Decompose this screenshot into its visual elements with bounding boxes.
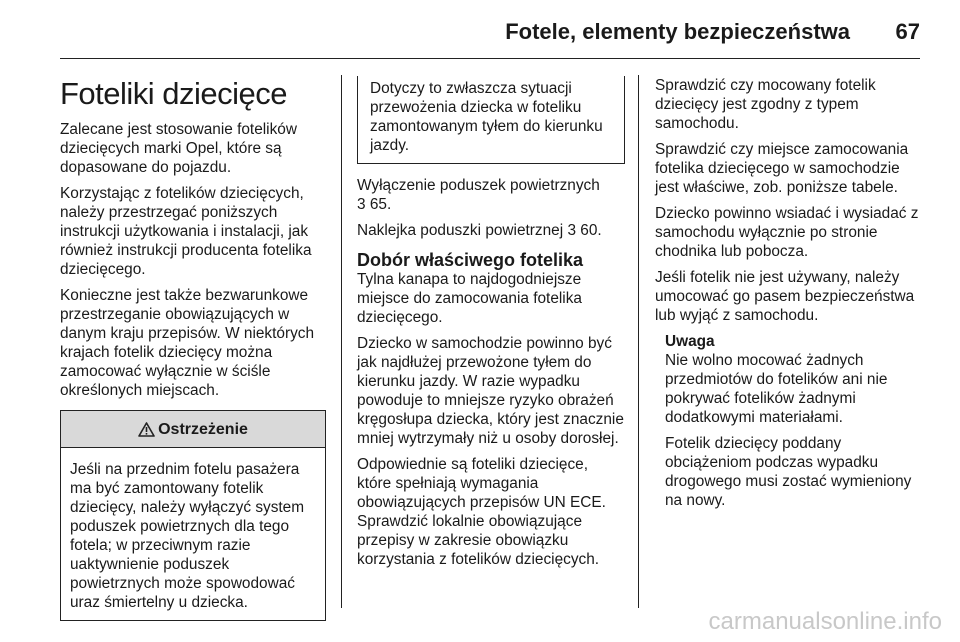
- subsection-heading: Dobór właściwego fotelika: [357, 250, 584, 270]
- note-title: Uwaga: [665, 333, 715, 350]
- page-reference-arrow-icon: 3: [357, 196, 366, 213]
- paragraph: Dziecko powinno wsiadać i wysiadać z samochodu wyłącznie po stronie chodnika lub pobocza.: [655, 205, 919, 260]
- column-divider-1: [341, 75, 342, 608]
- page-number: 67: [895, 19, 920, 44]
- paragraph: Sprawdzić czy miejsce zamocowania fotelika dziecięcego w samochodzie jest właściwe, zob. poniższe tabele.: [655, 141, 909, 196]
- warning-box: [60, 410, 326, 621]
- note-block: [655, 332, 923, 510]
- column-2: [357, 76, 625, 576]
- paragraph: Korzystając z fotelików dziecięcych, należy przestrzegać poniższych instrukcji użytkowania i instalacji, jak również instrukcji producenta fotelika dziecięcego.: [60, 185, 312, 278]
- column-1: [60, 76, 326, 621]
- warning-title: Ostrzeżenie: [158, 420, 248, 438]
- continued-note-box: [357, 76, 625, 164]
- note-paragraph: Fotelik dziecięcy poddany obciążeniom podczas wypadku drogowego musi zostać wymieniony na nowy.: [665, 435, 912, 509]
- paragraph: Konieczne jest także bezwarunkowe przestrzeganie obowiązujących w danym kraju przepisów. W niektórych krajach fotelik dziecięcy można zamocować wyłącznie w ściśle określonych miejscach.: [60, 287, 315, 399]
- watermark: carmanualsonline.info: [708, 608, 942, 635]
- warning-triangle-icon: [138, 422, 155, 437]
- column-3: [655, 76, 923, 517]
- paragraph: Odpowiednie są foteliki dziecięce, które spełniają wymagania obowiązujących przepisów UN ECE. Sprawdzić lokalnie obowiązujące przepisy w zakresie obowiązku korzystania z fotelików dziecięcych.: [357, 456, 606, 568]
- column-divider-2: [638, 75, 639, 608]
- warning-header: [61, 410, 325, 448]
- paragraph: Jeśli fotelik nie jest używany, należy umocować go pasem bezpieczeństwa lub wyjąć z samochodu.: [655, 269, 915, 324]
- paragraph: Dziecko w samochodzie powinno być jak najdłużej przewożone tyłem do kierunku jazdy. W razie wypadku powoduje to mniejsze ryzyko obrażeń kręgosłupa dziecka, który jest znacznie mniej wytrzymały niż u osoby dorosłej.: [357, 335, 624, 447]
- cross-reference: Naklejka poduszki powietrznej 3 60.: [357, 222, 602, 239]
- warning-text: Jeśli na przednim fotelu pasażera ma być zamontowany fotelik dziecięcy, należy wyłączyć system poduszek powietrznych dla tego fotela; w przeciwnym razie uaktywnienie poduszek powietrznych może spowodować uraz śmiertelny u dziecka.: [70, 461, 305, 611]
- note-text: Dotyczy to zwłaszcza sytuacji przewożenia dziecka w foteliku zamontowanym tyłem do kierunku jazdy.: [370, 80, 603, 154]
- page-reference: 3 65.: [357, 196, 392, 213]
- header-divider: [60, 58, 920, 59]
- cross-reference: Wyłączenie poduszek powietrznych 3 65.: [357, 177, 600, 213]
- paragraph: Sprawdzić czy mocowany fotelik dziecięcy jest zgodny z typem samochodu.: [655, 77, 876, 132]
- note-paragraph: Nie wolno mocować żadnych przedmiotów do fotelików ani nie pokrywać fotelików żadnymi dodatkowymi materiałami.: [665, 352, 888, 426]
- section-heading: Foteliki dziecięce: [60, 76, 288, 111]
- page-header-title: Fotele, elementy bezpieczeństwa: [505, 19, 850, 44]
- paragraph: Tylna kanapa to najdogodniejsze miejsce do zamocowania fotelika dziecięcego.: [357, 271, 582, 326]
- page-reference-arrow-icon: 3: [567, 222, 577, 239]
- page-reference: 3 60.: [567, 222, 602, 239]
- paragraph: Zalecane jest stosowanie fotelików dziecięcych marki Opel, które są dopasowane do pojazdu.: [60, 121, 297, 176]
